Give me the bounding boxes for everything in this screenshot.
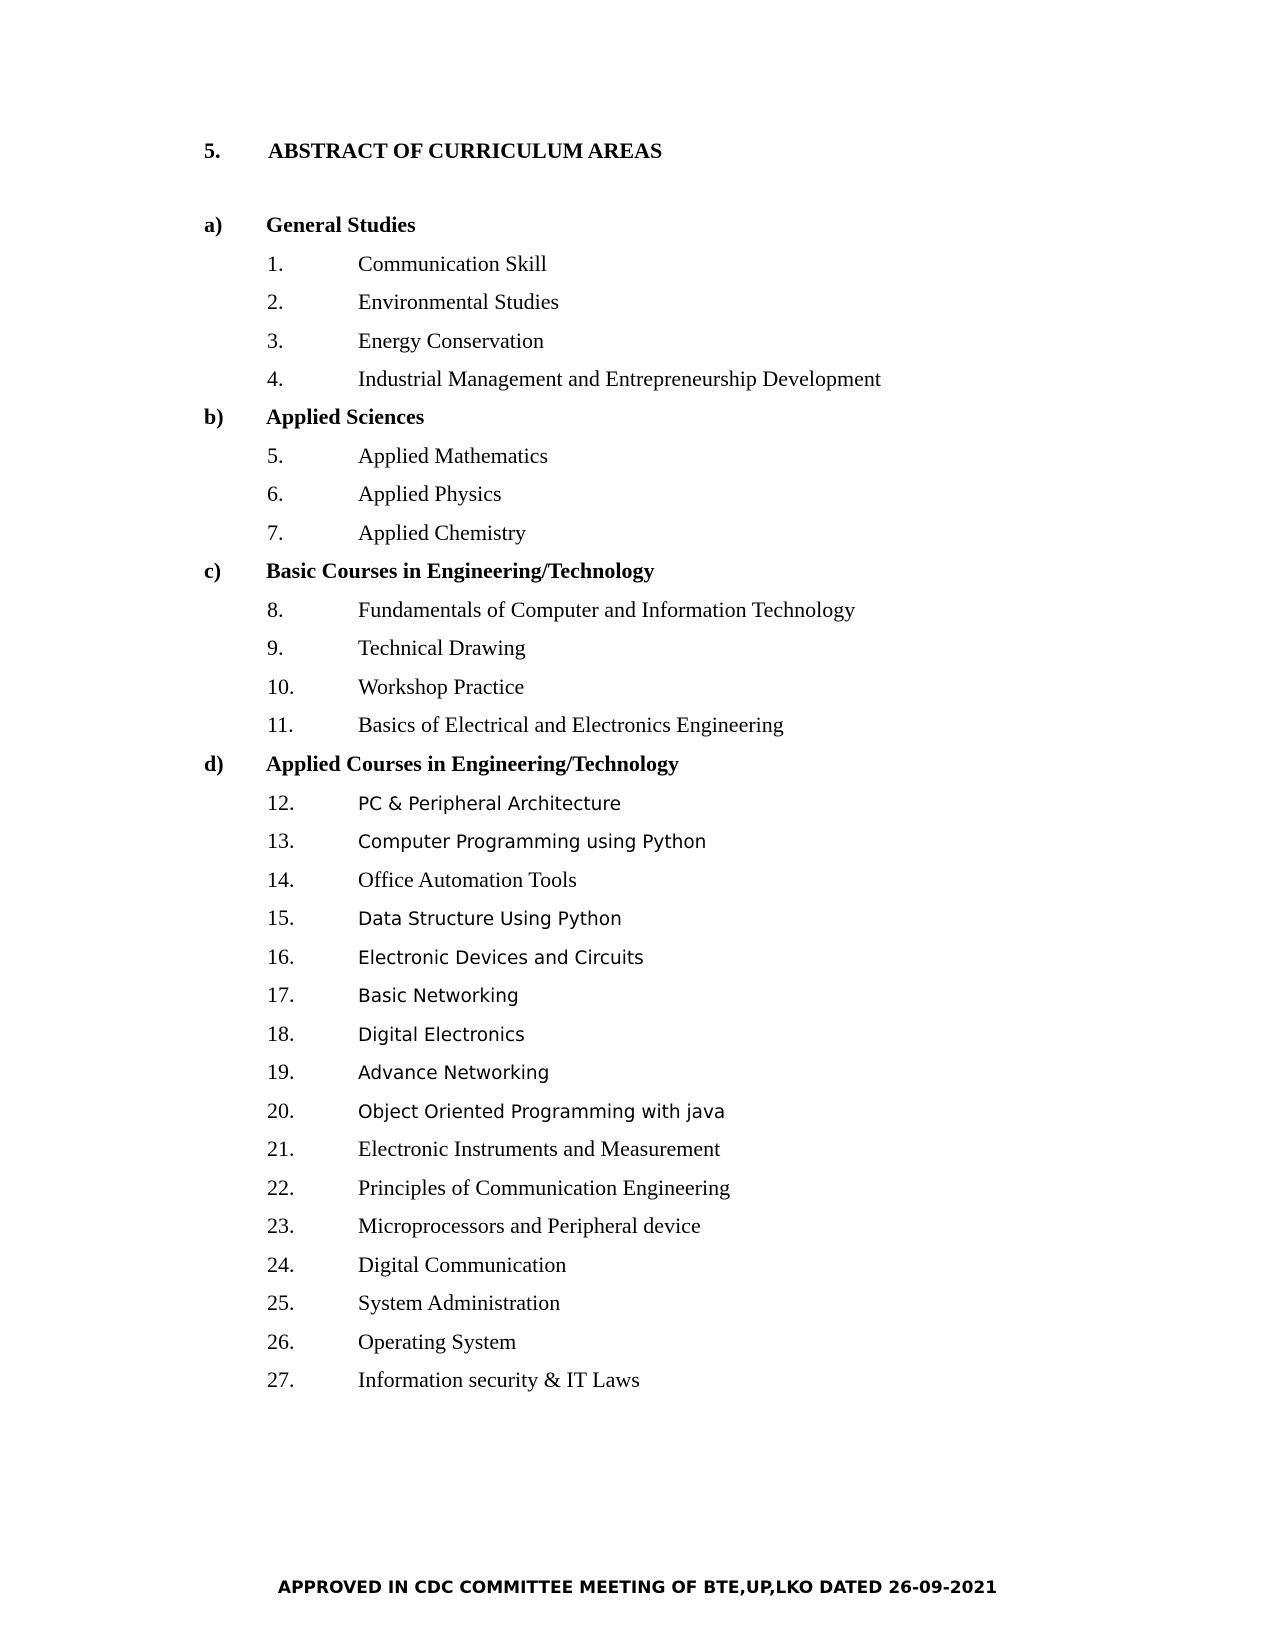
course-item <box>267 250 547 278</box>
course-title: Applied Mathematics <box>358 442 549 468</box>
course-title: Basics of Electrical and Electronics Engineering <box>358 712 784 737</box>
course-number: 27. <box>267 1367 295 1392</box>
course-title: Microprocessors and Peripheral device <box>358 1213 701 1238</box>
course-number: 13. <box>267 828 295 853</box>
course-number: 22. <box>267 1174 295 1200</box>
course-item <box>267 1174 730 1202</box>
course-title: Data Structure Using Python <box>358 909 622 930</box>
course-item <box>267 711 784 739</box>
section-letter: c) <box>204 558 222 583</box>
course-number: 6. <box>267 481 284 506</box>
course-number: 9. <box>267 635 284 660</box>
course-number: 5. <box>267 442 284 468</box>
course-number: 18. <box>267 1020 295 1046</box>
course-item <box>267 673 524 701</box>
section-heading <box>204 750 679 778</box>
course-number: 26. <box>267 1328 295 1354</box>
course-title: System Administration <box>358 1290 561 1315</box>
course-number: 11. <box>267 712 294 737</box>
course-title: Environmental Studies <box>358 289 560 314</box>
course-title: PC & Peripheral Architecture <box>358 793 621 815</box>
course-item <box>267 634 526 662</box>
course-number: 12. <box>267 789 295 815</box>
section-title: Applied Courses in Engineering/Technology <box>266 751 679 776</box>
heading-number: 5. <box>204 138 221 163</box>
course-title: Electronic Instruments and Measurement <box>358 1136 721 1161</box>
course-title: Object Oriented Programming with java <box>358 1101 726 1123</box>
course-title: Office Automation Tools <box>358 866 577 892</box>
course-item <box>267 1366 640 1394</box>
course-number: 20. <box>267 1097 295 1123</box>
course-number: 24. <box>267 1251 295 1277</box>
course-item <box>267 365 881 393</box>
course-title: Digital Communication <box>358 1251 567 1277</box>
course-item <box>267 1328 516 1356</box>
course-item <box>267 981 519 1009</box>
course-number: 16. <box>267 943 295 969</box>
course-title: Technical Drawing <box>358 635 526 660</box>
course-item <box>267 866 577 894</box>
course-item <box>267 789 621 817</box>
course-number: 1. <box>267 250 284 276</box>
section-title: General Studies <box>266 212 416 237</box>
section-letter: b) <box>204 404 224 429</box>
course-item <box>267 1097 725 1125</box>
course-item <box>267 1251 566 1279</box>
course-item <box>267 904 622 932</box>
course-item <box>267 288 559 316</box>
course-item <box>267 442 548 470</box>
course-number: 23. <box>267 1213 295 1238</box>
approval-footer: APPROVED IN CDC COMMITTEE MEETING OF BTE,UP,LKO DATED 26-09-2021 <box>277 1578 998 1598</box>
course-title: Advance Networking <box>358 1063 550 1084</box>
course-title: Operating System <box>358 1328 517 1354</box>
course-title: Applied Chemistry <box>358 519 527 545</box>
course-title: Applied Physics <box>358 481 502 506</box>
course-number: 7. <box>267 519 284 545</box>
course-title: Fundamentals of Computer and Information Technology <box>358 596 856 622</box>
course-item <box>267 327 544 355</box>
course-number: 8. <box>267 596 284 622</box>
course-title: Principles of Communication Engineering <box>358 1174 731 1200</box>
section-title: Applied Sciences <box>266 404 425 429</box>
course-item <box>267 1289 560 1317</box>
course-title: Energy Conservation <box>358 327 544 353</box>
course-number: 3. <box>267 327 284 353</box>
course-item <box>267 596 855 624</box>
section-heading <box>204 403 424 431</box>
course-title: Basic Networking <box>358 986 519 1007</box>
course-number: 15. <box>267 905 295 930</box>
course-item <box>267 943 644 971</box>
course-title: Communication Skill <box>358 250 547 276</box>
course-number: 25. <box>267 1290 295 1315</box>
section-heading <box>204 557 655 585</box>
section-letter: d) <box>204 751 224 776</box>
course-item <box>267 519 526 547</box>
heading-title: ABSTRACT OF CURRICULUM AREAS <box>268 138 663 163</box>
course-item <box>267 827 706 855</box>
course-item <box>267 480 502 508</box>
section-title: Basic Courses in Engineering/Technology <box>266 558 655 583</box>
course-number: 14. <box>267 866 295 892</box>
course-number: 17. <box>267 982 295 1007</box>
course-title: Computer Programming using Python <box>358 832 707 853</box>
course-title: Electronic Devices and Circuits <box>358 947 644 969</box>
course-item <box>267 1020 525 1048</box>
course-number: 4. <box>267 366 284 391</box>
course-item <box>267 1058 549 1086</box>
course-title: Digital Electronics <box>358 1024 525 1046</box>
section-heading <box>204 211 416 239</box>
course-title: Workshop Practice <box>358 673 525 699</box>
course-item <box>267 1212 701 1240</box>
page-heading <box>204 138 662 164</box>
course-title: Information security & IT Laws <box>358 1367 640 1392</box>
course-title: Industrial Management and Entrepreneurship Development <box>358 366 881 391</box>
course-number: 19. <box>267 1059 295 1084</box>
section-letter: a) <box>204 212 223 237</box>
course-number: 10. <box>267 673 295 699</box>
course-number: 21. <box>267 1136 295 1161</box>
course-number: 2. <box>267 289 284 314</box>
course-item <box>267 1135 720 1163</box>
